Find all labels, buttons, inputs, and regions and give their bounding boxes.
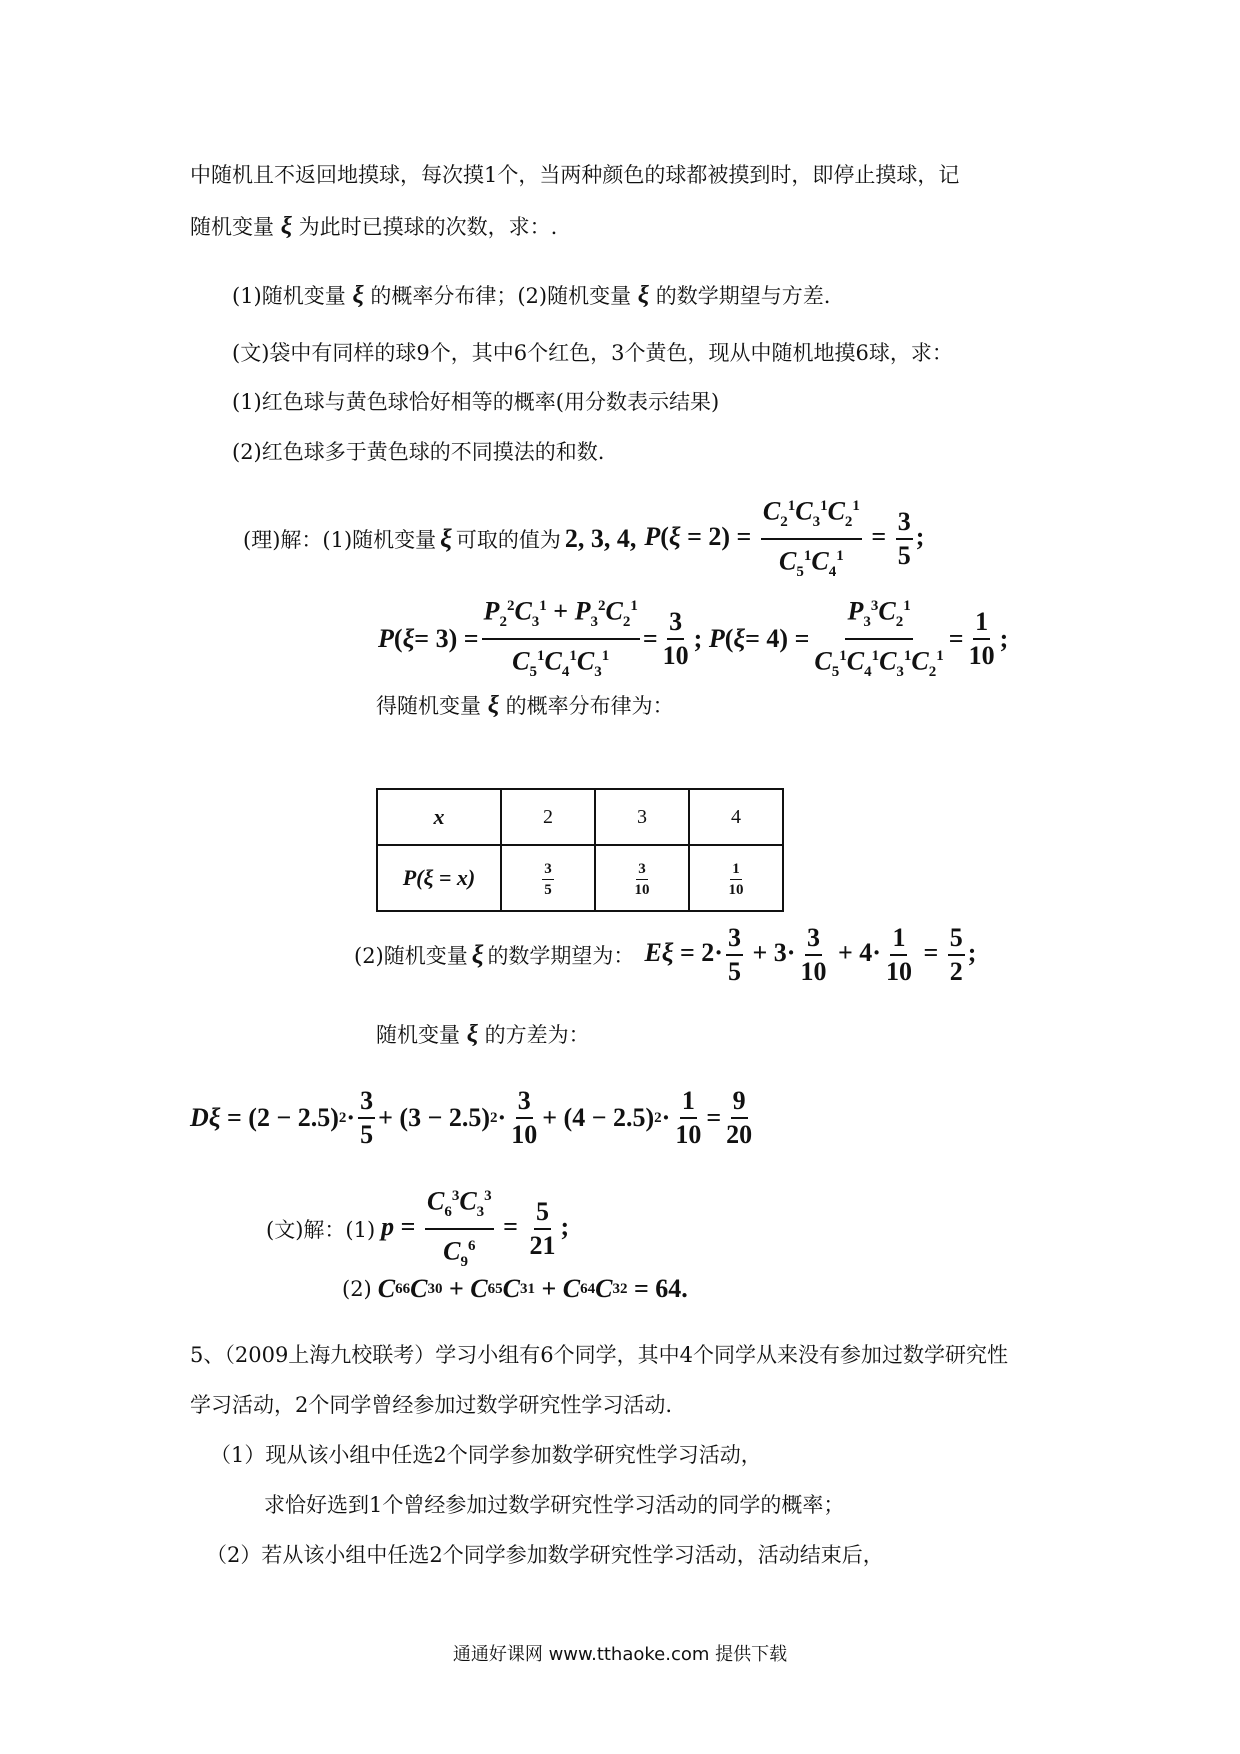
text-span: (2)随机变量 (354, 944, 468, 968)
text-span: 的概率分布律为： (505, 694, 674, 718)
question-5-part-1: （1）现从该小组中任选2个同学参加数学研究性学习活动， (210, 1443, 762, 1467)
table-cell (689, 845, 783, 911)
text-span: 的概率分布律；(2)随机变量 (370, 284, 632, 308)
text-line-variance (376, 1020, 590, 1050)
table-row (377, 789, 783, 845)
xi-symbol: ξ (471, 940, 484, 969)
xi-symbol: ξ (280, 213, 292, 240)
values-list: 2, 3, 4, (564, 523, 637, 553)
text-line-dist (376, 691, 674, 721)
table-header-x (377, 789, 501, 845)
table-cell: 4 (689, 789, 783, 845)
xi-symbol: ξ (637, 282, 650, 309)
expectation-line (354, 922, 976, 988)
xi-symbol: ξ (440, 523, 452, 553)
xi-symbol: ξ (466, 1021, 478, 1048)
question-5-part-2: （2）若从该小组中任选2个同学参加数学研究性学习活动，活动结束后， (206, 1543, 884, 1567)
text-line-6: (2)红色球多于黄色球的不同摸法的和数. (232, 440, 605, 464)
text-span: 得随机变量 (376, 694, 481, 718)
formula-p3-p4: P ( ξ = 3) = $\frac{P_2^2C_3^1 + P_3^2C_2^1}{C_5^1C_4^1C_3^1}$ = $\frac{3}{10}$ ; P ( ξ = 4) = $\frac{P_3^3C_2^1}{C_5^1C_4^1C_3^1C_2^1}$ = $\frac{1}{10}$ ; (378, 590, 1008, 688)
table-cell: 2 (501, 789, 595, 845)
formula-variance: Dξ = (2 − 2.5) 2 · $\frac{3}{5}$ + (3 − 2.5) 2 · $\frac{3}{10}$ + (4 − 2.5) 2 · $\frac{1}{10}$ = $\frac{9}{20}$ (190, 1086, 753, 1149)
solution-wen-1 (266, 1180, 569, 1278)
text-span: (1)随机变量 (232, 284, 346, 308)
text-span: 的方差为： (484, 1023, 590, 1047)
text-line-3 (232, 281, 830, 311)
xi-symbol: ξ (487, 692, 499, 719)
question-5-line-2: 学习活动，2个同学曾经参加过数学研究性学习活动. (190, 1393, 673, 1417)
question-5-part-1b: 求恰好选到1个曾经参加过数学研究性学习活动的同学的概率； (264, 1493, 845, 1517)
prob-fraction: $\frac{3}{5}$ (544, 861, 552, 898)
distribution-table (376, 788, 784, 912)
text-line-4: (文)袋中有同样的球9个，其中6个红色，3个黄色，现从中随机地摸6球，求： (232, 341, 953, 365)
text-line-5: (1)红色球与黄色球恰好相等的概率(用分数表示结果) (232, 390, 720, 414)
text-line-1: 中随机且不返回地摸球，每次摸1个，当两种颜色的球都被摸到时，即停止摸球，记 (190, 163, 960, 187)
formula-expectation: Eξ = 2· $\frac{3}{5}$ + 3· $\frac{3}{10}$ + 4· $\frac{1}{10}$ = $\frac{5}{2}$ ; (644, 923, 977, 986)
x-label: x (433, 804, 445, 829)
table-cell (501, 845, 595, 911)
text-span: 的数学期望与方差. (655, 284, 831, 308)
p-label: P(ξ = x) (402, 865, 476, 890)
prob-fraction: $\frac{3}{10}$ (634, 861, 650, 898)
text-span: 的数学期望为： (487, 944, 635, 968)
formula-wen-p: p = $\frac{C_6^3C_3^3}{C_9^6}$ = $\frac{5}{21}$ ; (381, 1180, 569, 1278)
formula-wen-2: (2) C 6 6 C 3 0 + C 6 5 C 3 1 + C 6 4 C 3 2 = 64. (342, 1274, 688, 1303)
text-span: 随机变量 (376, 1023, 460, 1047)
formula-p2: P(ξ = 2) = $\frac{C_2^1C_3^1C_2^1}{C_5^1C_4^1}$ = $\frac{3}{5}$ ; (644, 490, 924, 588)
table-cell: 3 (595, 789, 689, 845)
text-span: 可取的值为 (455, 527, 561, 552)
table-cell (595, 845, 689, 911)
table-row-label (377, 845, 501, 911)
solution-line-1 (243, 490, 924, 588)
table-row (377, 845, 783, 911)
text-line-2 (190, 212, 557, 242)
page-footer: 通通好课网 www.tthaoke.com 提供下载 (452, 1644, 788, 1665)
prob-fraction: $\frac{1}{10}$ (728, 861, 744, 898)
question-5: 5、（2009上海九校联考）学习小组有6个同学，其中4个同学从来没有参加过数学研究性 (190, 1343, 1009, 1367)
text-span: (理)解：(1)随机变量 (243, 527, 437, 552)
text-span: 为此时已摸球的次数，求：. (298, 215, 558, 239)
text-span: 随机变量 (190, 215, 274, 239)
xi-symbol: ξ (352, 282, 364, 309)
text-span: (文)解：(1) (266, 1217, 376, 1242)
